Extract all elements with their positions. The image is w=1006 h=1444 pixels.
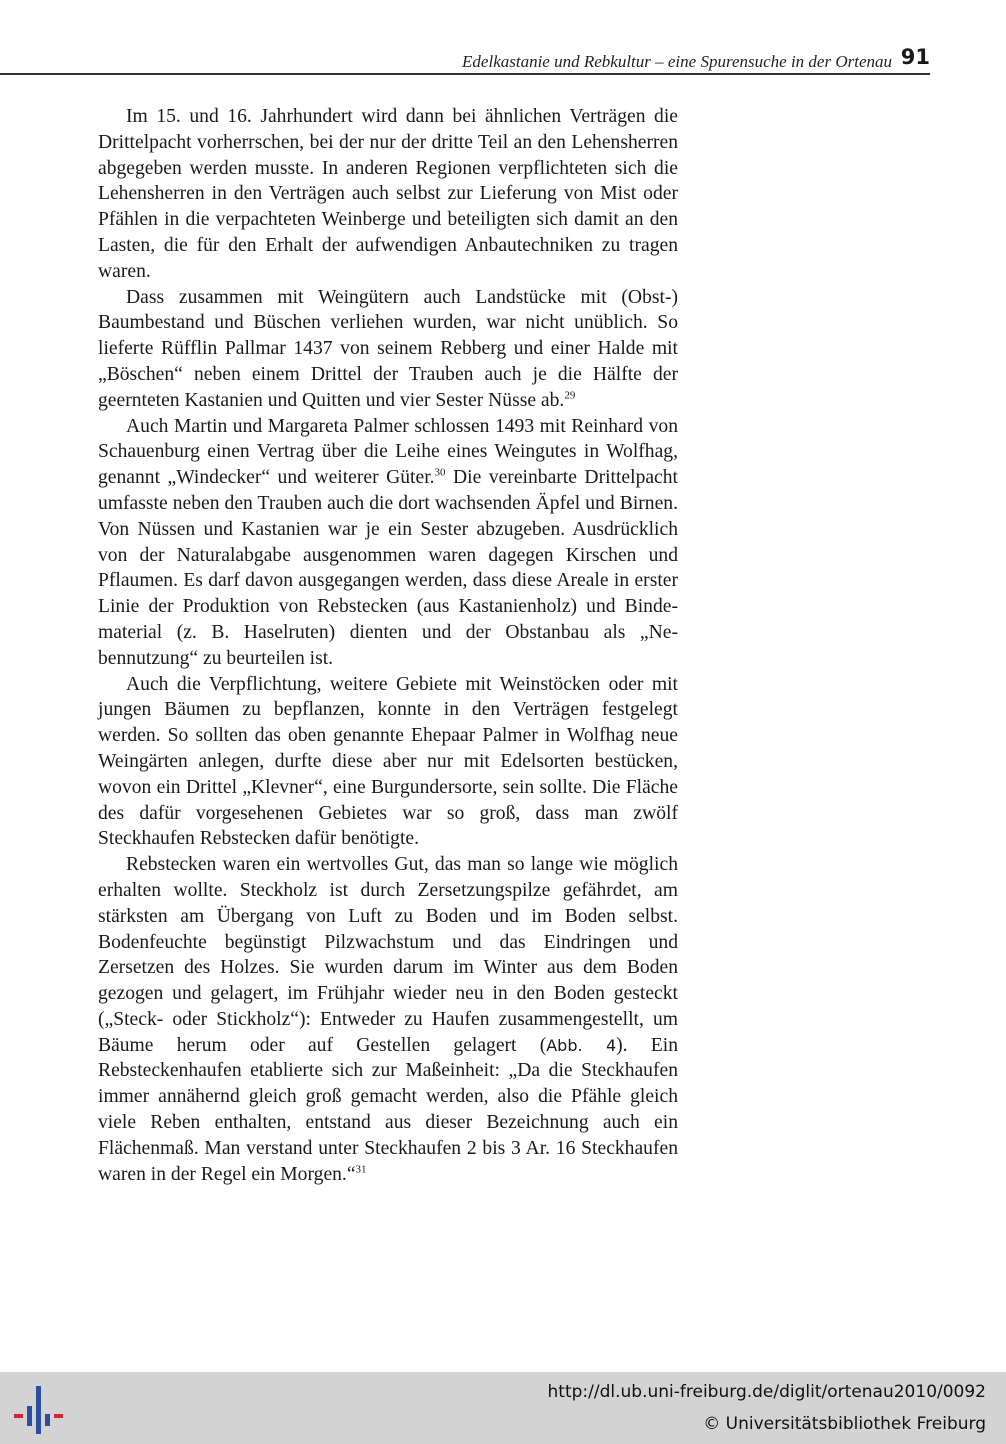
header-rule	[0, 73, 930, 75]
paragraph-text: Die vereinbarte Drittelpacht umfasste neben den Trauben auch die dort wachsenden Äpfel und Birnen. Von Nüssen und Kastanien war je ein Sester abzugeben. Ausdrücklich von der Naturalabgabe ausgenommen waren dagegen Kirschen und Pflaumen. Es darf davon ausgegangen werden, dass diese Areale in erster Linie der Produktion von Rebstecken (aus Kastanienholz) und Bindematerial (z. B. Haselruten) dienten und der Obstanbau als „Nebennutzung“ zu beurteilen ist.	[98, 467, 678, 669]
paragraph-1	[98, 104, 678, 285]
copyright-notice: © Universitätsbibliothek Freiburg	[703, 1414, 986, 1434]
paragraph-2	[98, 285, 678, 414]
paragraph-text: Auch Martin und Margareta Palmer schlossen 1493 mit Reinhard von Schauenburg einen Vertrag über die Leihe eines Weingutes in Wolfhag, genannt „Windecker“ und weiterer Güter.	[98, 415, 678, 489]
paragraph-text: Auch die Verpflichtung, weitere Gebiete mit Weinstöcken oder mit jungen Bäumen zu bepflanzen, konnte in den Verträgen festgelegt werden. So sollten das oben genannte Ehepaar Palmer in Wolfhag neue Weingärten anlegen, durfte diese aber nur mit Edelsorten bestücken, wovon ein Drittel „Klevner“, eine Burgundersorte, sein sollte. Die Fläche des dafür vorgesehenen Gebietes war so groß, dass man zwölf Steckhaufen Rebstecken dafür benötigte.	[98, 673, 678, 850]
footnote-ref-29[interactable]: 29	[564, 389, 576, 402]
footer-bar	[0, 1372, 1006, 1444]
running-header	[0, 44, 930, 74]
paragraph-3	[98, 414, 678, 672]
paragraph-5	[98, 852, 678, 1187]
paragraph-text: Im 15. und 16. Jahrhundert wird dann bei ähnlichen Verträgen die Drittelpacht vorherrschen, bei der nur der dritte Teil an den Lehensherren abgegeben werden musste. In anderen Regionen verpflichteten sich die Lehensherren in den Verträgen auch selbst zur Lieferung von Mist oder Pfählen in die verpachteten Weinberge und beteiligten sich damit an den Lasten, die für den Erhalt der aufwendigen Anbautechniken zu tragen waren.	[98, 106, 678, 282]
ub-freiburg-logo-icon	[12, 1384, 64, 1436]
page-number: 91	[900, 45, 930, 69]
body-text	[98, 104, 678, 1187]
paragraph-4	[98, 672, 678, 853]
paragraph-text: Rebstecken waren ein wertvolles Gut, das man so lange wie möglich erhalten wollte. Steckholz ist durch Zersetzungspilze gefährdet, am stärksten am Übergang von Luft zu Boden und im Boden selbst. Bodenfeuchte begünstigt Pilzwachstum und das Eindringen und Zersetzen des Holzes. Sie wurden darum im Winter aus dem Boden gezogen und gelagert, im Frühjahr wieder neu in den Boden gesteckt („Steck- oder Stickholz“): Entweder zu Haufen zusammengestellt, um Bäume herum oder auf Gestellen gelagert (	[98, 854, 678, 1056]
paragraph-text: ). Ein Rebsteckenhaufen etablierte sich zur Maßeinheit: „Da die Steckhaufen immer annähernd gleich groß gemacht werden, also die Pfähle gleich viele Reben enthalten, entstand aus dieser Bezeichnung auch ein Flächenmaß. Man verstand unter Steckhaufen 2 bis 3 Ar. 16 Steckhaufen waren in der Regel ein Morgen.“	[98, 1034, 678, 1185]
footnote-ref-30[interactable]: 30	[434, 466, 446, 479]
source-url-link[interactable]: http://dl.ub.uni-freiburg.de/diglit/ortenau2010/0092	[547, 1382, 986, 1402]
figure-ref-abb-4[interactable]: Abb. 4	[546, 1035, 617, 1055]
running-title: Edelkastanie und Rebkultur – eine Spurensuche in der Ortenau	[462, 52, 892, 71]
paragraph-text: Dass zusammen mit Weingütern auch Landstücke mit (Obst-) Baumbestand und Büschen verliehen wurden, war nicht unüblich. So lieferte Rüfflin Pallmar 1437 von seinem Rebberg und einer Halde mit „Böschen“ neben einem Drittel der Trauben auch je die Hälfte der geernteten Kastanien und Quitten und vier Sester Nüsse ab.	[98, 286, 678, 411]
footnote-ref-31[interactable]: 31	[355, 1163, 367, 1176]
